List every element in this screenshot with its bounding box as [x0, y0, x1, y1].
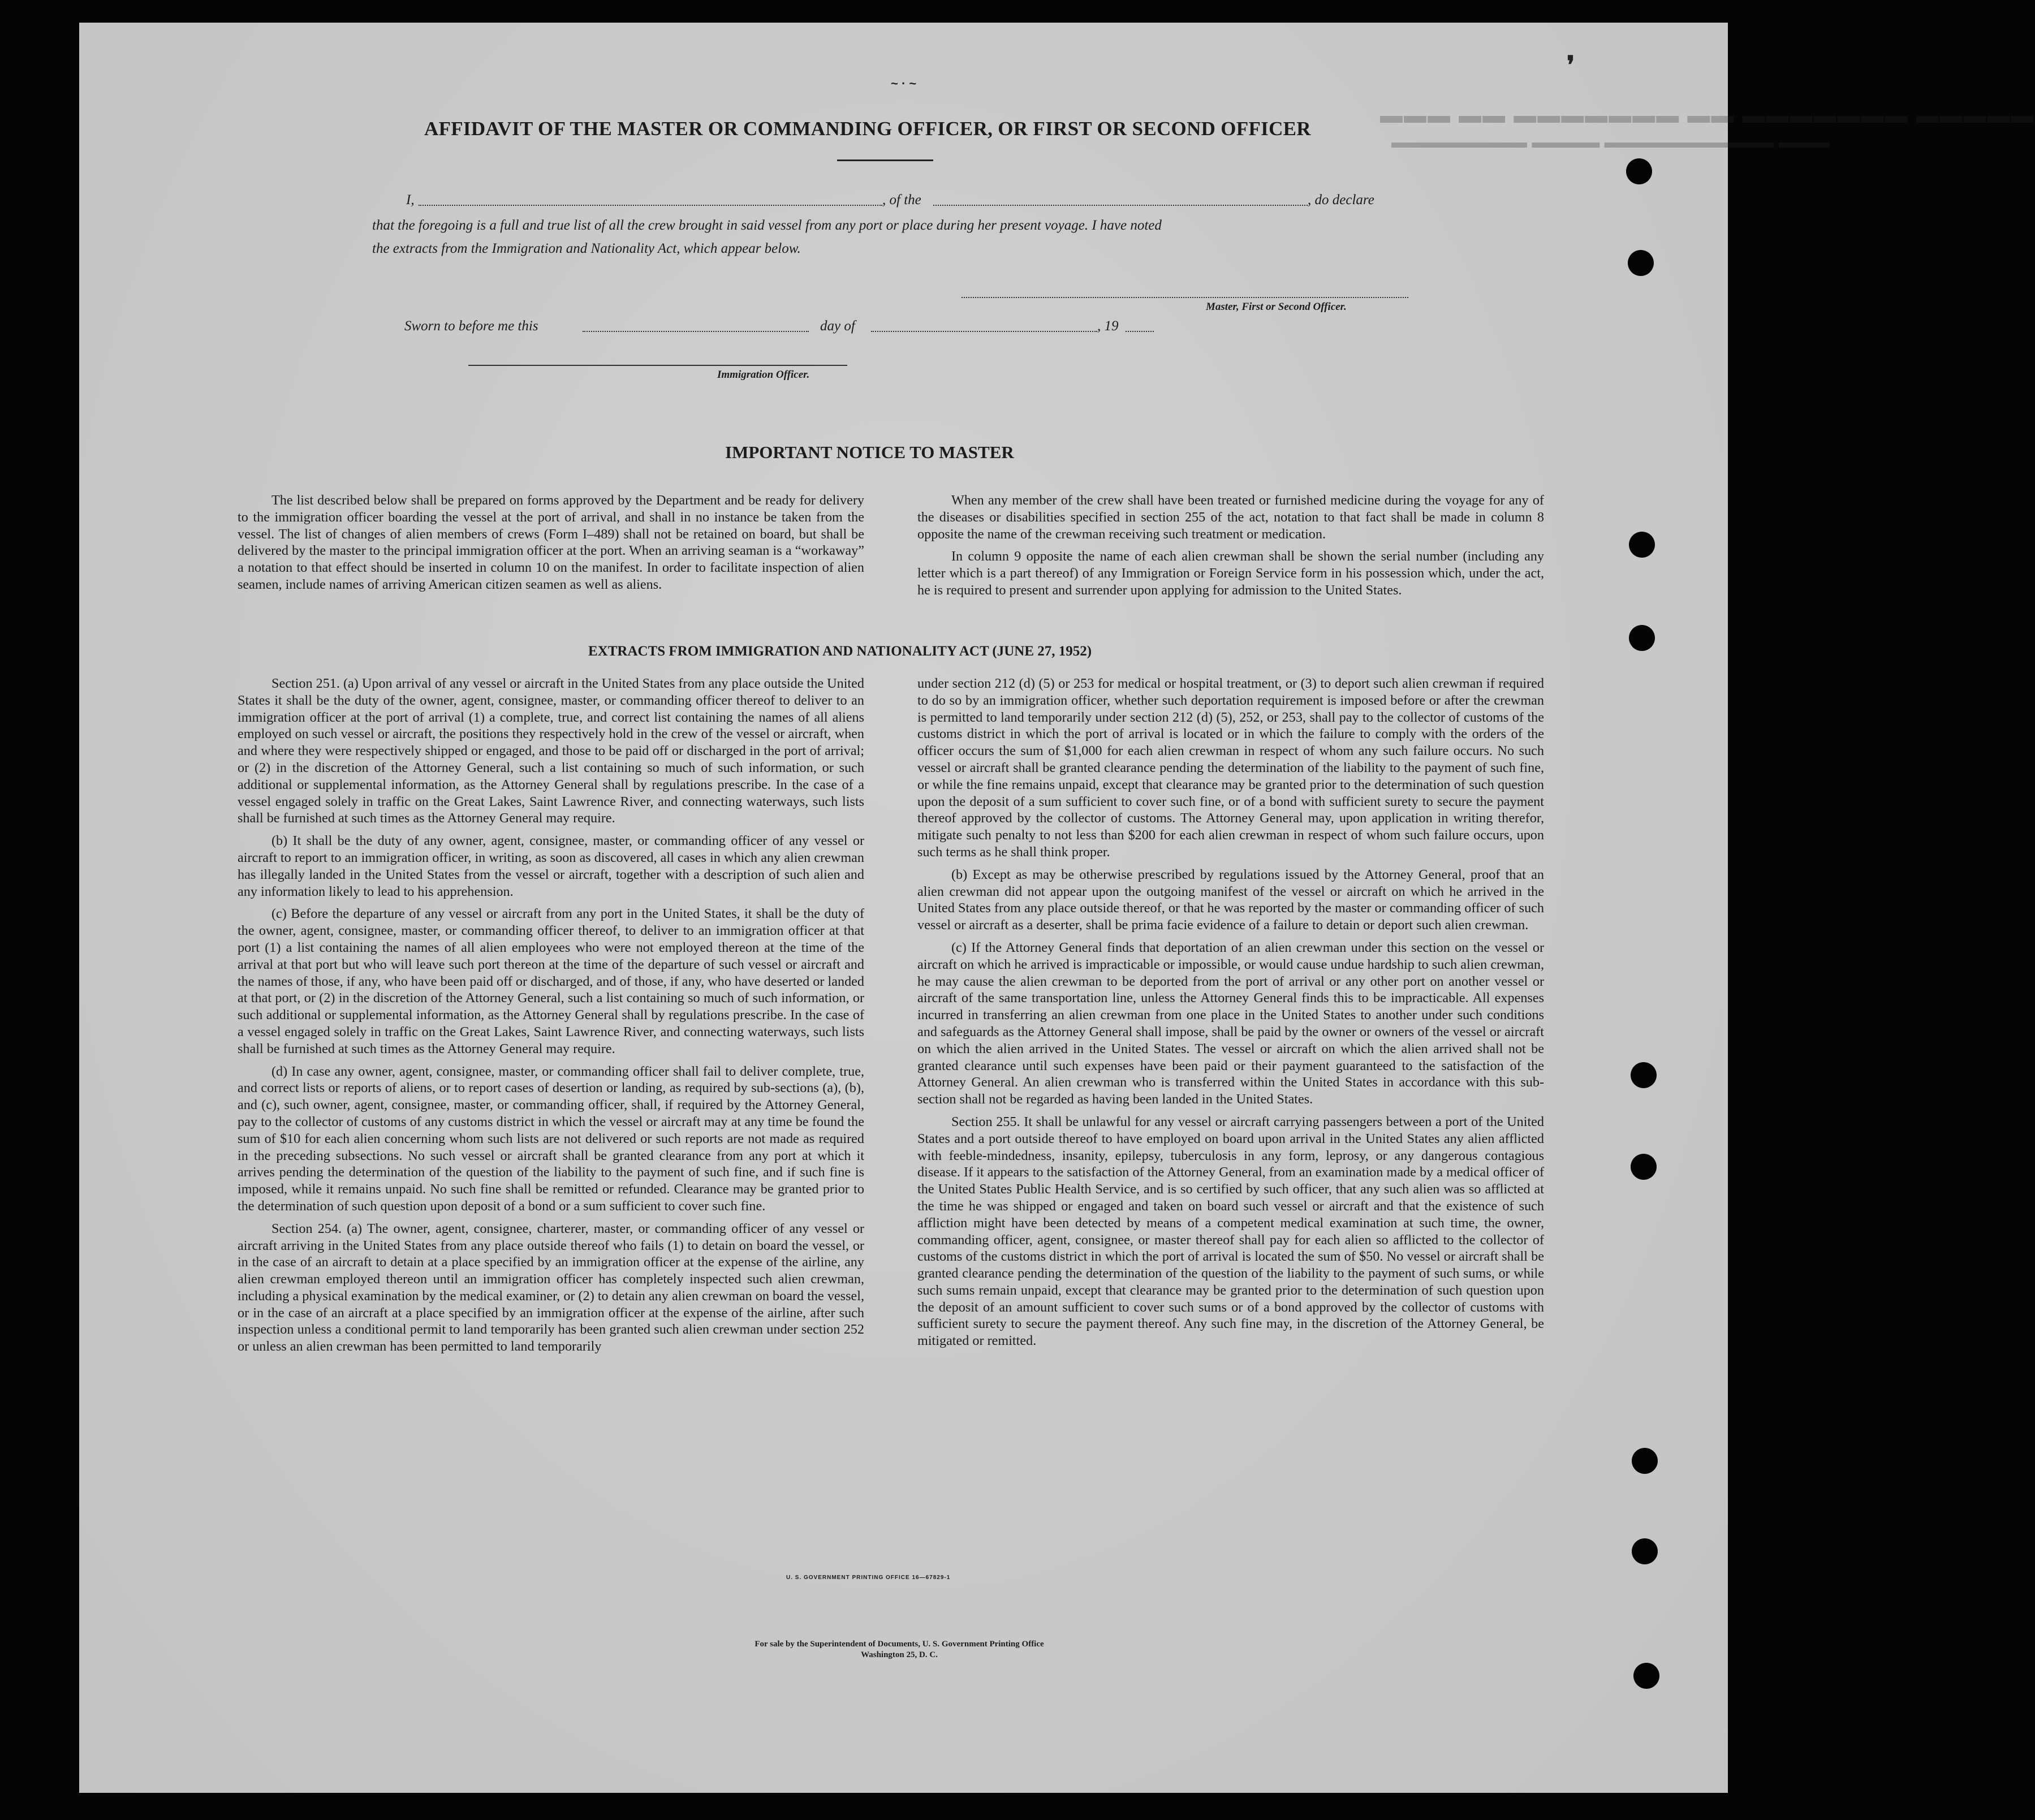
section-251-d: (d) In case any owner, agent, consignee, master, or commanding officer shall fail to deliver complete, true, and correct lists or reports of aliens, or to report cases of desertion or landing, as required by sub-sections (a), (b), and (c), such owner, agent, consignee, master, or commanding officer, shall, if required by the Attorney General, pay to the collector of customs of any customs district in which the vessel or aircraft may at any time be found the sum of $10 for each alien concerning whom such lists are not delivered or such reports are not made as required in the preceding subsections. No such vessel or aircraft shall be granted clearance from any port at which it arrives pending the determination of the question of the liability to the payment of such fine, and if such fine is imposed, while it remains unpaid. No such fine shall be remitted or refunded. Clearance may be granted prior to the determination of such question upon deposit of a bond or a sum sufficient to cover such fine. [238, 1063, 864, 1214]
affidavit-body-line2: the extracts from the Immigration and Nationality Act, which appear below. [372, 241, 801, 256]
year-line[interactable] [1126, 331, 1154, 332]
year-label: , 19 [1097, 318, 1119, 334]
notice-right-paragraph: In column 9 opposite the name of each alien crewman shall be shown the serial number (including any letter which is a part thereof) of any Immigration or Foreign Service form in his possession which, under the act, he is required to present and surrender upon applying for admission to the United States. [917, 549, 1544, 598]
punch-hole [1631, 1154, 1657, 1180]
do-declare-label: , do declare [1308, 192, 1374, 208]
notice-left-paragraph: The list described below shall be prepared on forms approved by the Department and be ready for delivery to the immigration officer boarding the vessel at the port of arrival, and shall in no instance be taken from the vessel. The list of changes of alien members of crews (Form I–489) shall not be retained on board, but shall be delivered by the master to the principal immigration officer at the port. When an arriving seaman is a “workaway” a notation to that effect should be inserted in column 10 on the manifest. In order to facilitate inspection of alien seamen, include names of arriving American citizen seamen as well as aliens. [238, 493, 864, 592]
bleed-through-heading: ▬▬▬ ▬▬ ▬▬▬▬▬▬▬ ▬▬ ▬▬▬▬▬▬▬ ▬▬▬▬▬ [1380, 103, 2035, 128]
section-254-b: (b) Except as may be otherwise prescribed by regulations issued by the Attorney General, proof that an alien crewman did not appear upon the outgoing manifest of the vessel or aircraft on which he arrived in the United States from any place outside thereof, or that he was reported by the master or commanding officer of such vessel or aircraft as a deserter, shall be prima facie evidence of a failure to detain or deport such alien crewman. [917, 866, 1544, 933]
sale-notice [684, 1639, 1114, 1661]
notice-right-column [917, 492, 1544, 605]
vessel-line[interactable] [933, 205, 1308, 206]
affidavit-body-line1: that the foregoing is a full and true list of all the crew brought in said vessel from any port or place during her present voyage. I have noted [372, 218, 1162, 233]
pen-mark: ❜ [1567, 51, 1575, 79]
section-251-b: (b) It shall be the duty of any owner, agent, consignee, master, or commanding officer of any vessel or aircraft to report to an immigration officer, in writing, as soon as discovered, all cases in which any alien crewman has illegally landed in the United States from the vessel or aircraft, together with a description of such alien and any information likely to lead to his apprehension. [238, 833, 864, 899]
section-254-a-continued: under section 212 (d) (5) or 253 for medical or hospital treatment, or (3) to deport such alien crewman if required to do so by an immigration officer, whether such deportation requirement is imposed before or after the crewman is permitted to land temporarily under section 212 (d) (5), 252, or 253, shall pay to the collector of customs of the customs district in which the port of arrival is located or in which the failure to comply with the orders of the officer occurs the sum of $1,000 for each alien crewman in respect of whom any such failure occurs. No such vessel or aircraft shall be granted clearance pending the determination of the liability to the payment of such fine, or while the fine remains unpaid, except that clearance may be granted prior to the determination of such question upon the deposit of a sum sufficient to cover such fine, or of a bond with sufficient surety to secure the payment thereof approved by the collector of customs. The Attorney General may, upon application in writing therefor, mitigate such penalty to not less than $200 for each alien crewman in respect of whom such failure occurs, upon such terms as he shall think proper. [917, 676, 1544, 860]
punch-hole [1633, 1663, 1659, 1689]
day-of-label: day of [820, 318, 855, 334]
punch-hole [1632, 1448, 1658, 1474]
notice-title: IMPORTANT NOTICE TO MASTER [725, 442, 1014, 462]
extracts-title: EXTRACTS FROM IMMIGRATION AND NATIONALITY ACT (JUNE 27, 1952) [588, 644, 1092, 659]
notice-right-paragraph: When any member of the crew shall have been treated or furnished medicine during the voyage for any of the diseases or disabilities specified in section 255 of the act, notation to that fact shall be made in column 8 opposite the name of the crewman receiving such treatment or medication. [917, 493, 1544, 542]
punch-hole [1629, 532, 1655, 558]
master-signature-label: Master, First or Second Officer. [1206, 301, 1347, 313]
punch-hole [1631, 1062, 1657, 1088]
master-signature-line[interactable] [962, 297, 1408, 298]
title-underline [837, 159, 933, 161]
section-255: Section 255. It shall be unlawful for any vessel or aircraft carrying passengers between a port of the United States and a port outside thereof to have employed on board upon arrival in the United States any alien afflicted with feeble-mindedness, insanity, epilepsy, tuberculosis in any form, leprosy, or any dangerous contagious disease. If it appears to the satisfaction of the Attorney General, from an examination made by a medical officer of the United States Public Health Service, and is so certified by such officer, that any such alien was so afflicted at the time he was shipped or engaged and taken on board such vessel or aircraft and that the existence of such affliction might have been detected by means of a competent medical examination at such time, the owner, commanding officer, agent, consignee, or master thereof shall pay for each alien so afflicted to the collector of customs of the customs district in which the port of arrival is located the sum of $50. No vessel or aircraft shall be granted clearance pending the determination of the question of the liability to the payment of such sums, or while such sums remain unpaid, except that clearance may be granted prior to the determination of such question upon the deposit of an amount sufficient to cover such sums or of a bond approved by the collector of customs with sufficient surety to secure the payment thereof. Any such fine may, in the discretion of the Attorney General, be mitigated or remitted. [917, 1114, 1544, 1349]
month-line[interactable] [871, 331, 1097, 332]
name-line[interactable] [419, 205, 882, 206]
punch-hole [1632, 1538, 1658, 1564]
pen-mark: ~ · ~ [891, 76, 917, 90]
sworn-label: Sworn to before me this [404, 318, 538, 334]
punch-hole [1629, 625, 1655, 651]
of-the-label: , of the [882, 192, 921, 208]
officer-signature-label: Immigration Officer. [717, 369, 810, 381]
section-254-a: Section 254. (a) The owner, agent, consignee, charterer, master, or commanding officer of any vessel or aircraft arriving in the United States from any place outside thereof who fails (1) to detain on board the vessel, or in the case of an aircraft to detain at a place specified by an immigration officer at the expense of the airline, any alien crewman employed thereon until an immigration officer has completely inspected such alien crewman, including a physical examination by the medical examiner, or (2) to detain any alien crewman on board the vessel, or in the case of an aircraft at a place specified by an immigration officer at the expense of the airline, after such inspection unless a conditional permit to land temporarily has been granted such alien crewman under section 252 or unless an alien crewman has been permitted to land temporarily [238, 1220, 864, 1355]
printing-office-imprint: U. S. GOVERNMENT PRINTING OFFICE 16—67829-1 [786, 1575, 951, 1581]
sale-line-1: For sale by the Superintendent of Documents, U. S. Government Printing Office [754, 1640, 1044, 1649]
affidavit-title: AFFIDAVIT OF THE MASTER OR COMMANDING OFFICER, OR FIRST OR SECOND OFFICER [424, 118, 1311, 140]
i-label: I, [406, 192, 415, 208]
sworn-day-line[interactable] [583, 331, 809, 332]
section-254-c: (c) If the Attorney General finds that deportation of an alien crewman under this section on the vessel or aircraft on which he arrived is impracticable or impossible, or would cause undue hardship to such alien crewman, he may cause the alien crewman to be deported from the port of arrival or any other port on another vessel or aircraft of the same transportation line, unless the Attorney General finds this to be impracticable. All expenses incurred in transferring an alien crewman from one place in the United States to another under such conditions and safeguards as the Attorney General shall impose, shall be paid by the owner or owners of the vessel or aircraft on which the alien arrived in the United States. The vessel or aircraft on which the alien arrived shall not be granted clearance until such expenses have been paid or their payment guaranteed to the satisfaction of the Attorney General. An alien crewman who is transferred within the United States in accordance with this sub-section shall not be regarded as having been landed in the United States. [917, 939, 1544, 1107]
section-251-c: (c) Before the departure of any vessel or aircraft from any port in the United States, it shall be the duty of the owner, agent, consignee, master, or commanding officer thereof, to deliver to an immigration officer at that port (1) a list containing the names of all alien employees who were not employed thereon at the time of the arrival at that port but who will leave such port thereon at the time of the departure of such vessel or aircraft and the names of those, if any, who have been paid off or discharged, and of those, if any, who have deserted or landed at that port, or (2) in the discretion of the Attorney General, such a list containing so much of such information, or such additional or supplemental information, as the Attorney General shall by regulations prescribe. In the case of a vessel engaged solely in traffic on the Great Lakes, Saint Lawrence River, and connecting waterways, such lists shall be furnished at such times as the Attorney General may require. [238, 906, 864, 1056]
section-251-a: Section 251. (a) Upon arrival of any vessel or aircraft in the United States from any place outside the United States it shall be the duty of the owner, agent, consignee, master, or commanding officer thereof to deliver to an immigration officer at the port of arrival (1) a complete, true, and correct list containing the names of all aliens employed on such vessel or aircraft, the positions they respectively hold in the crew of the vessel or aircraft, when and where they were respectively shipped or engaged, and those to be paid off or discharged in the port of arrival; or (2) in the discretion of the Attorney General, such a list containing so much of such information, or such additional or supplemental information, as the Attorney General shall by regulations prescribe. In the case of a vessel engaged solely in traffic on the Great Lakes, Saint Lawrence River, and connecting waterways, such lists shall be furnished at such times as the Attorney General may require. [238, 676, 864, 826]
punch-hole [1628, 250, 1654, 276]
notice-left-column [238, 492, 864, 599]
extracts-left-column [238, 675, 864, 1361]
bleed-through-subheading: ▬▬▬▬▬▬▬▬ ▬▬▬▬ ▬▬▬▬▬▬▬▬▬▬ ▬▬▬ [1391, 133, 1830, 152]
sale-line-2: Washington 25, D. C. [861, 1650, 938, 1659]
officer-signature-line[interactable] [468, 365, 847, 366]
punch-hole [1626, 158, 1652, 184]
extracts-right-column [917, 675, 1544, 1355]
